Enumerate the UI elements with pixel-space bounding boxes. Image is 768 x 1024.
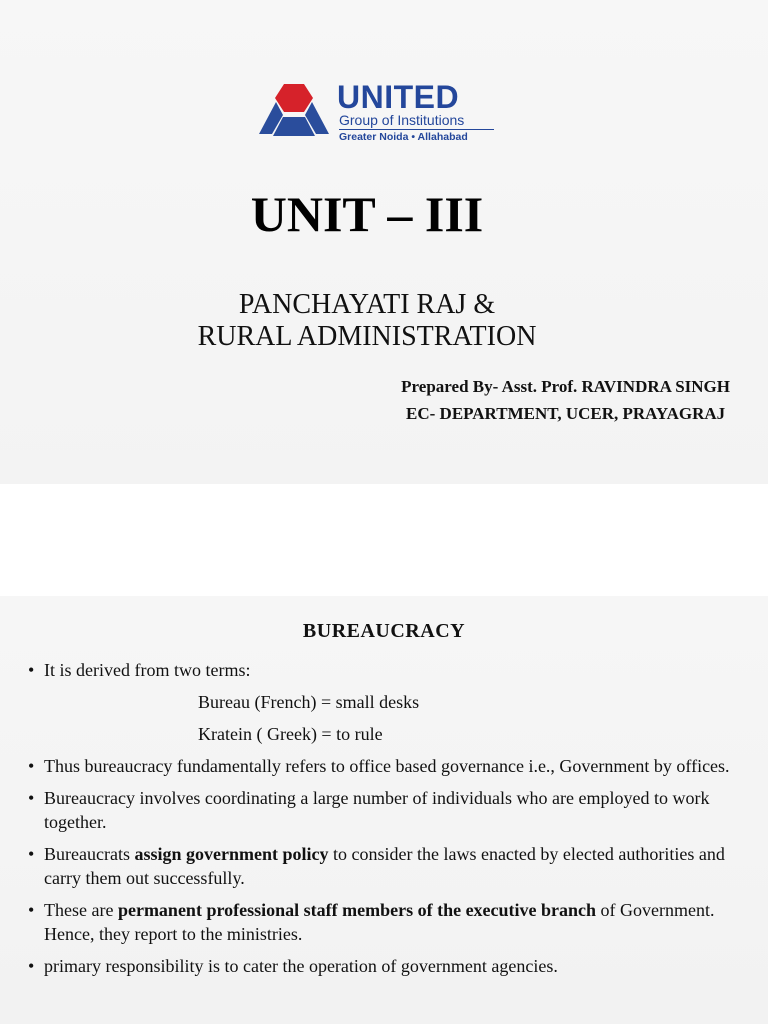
logo-subtitle: Group of Institutions [339, 112, 465, 128]
slide2-title: BUREAUCRACY [302, 620, 466, 642]
bullet-text-post: of Government. Hence, they report to the ministries. [44, 900, 715, 944]
bullet-text-pre: Bureaucrats [44, 844, 135, 864]
prepared-by: Prepared By- Asst. Prof. RAVINDRA SINGH [401, 377, 730, 396]
slide1-subtitle [0, 289, 734, 353]
bullet-text: Thus bureaucracy fundamentally refers to office based governance i.e., Government by offices. [44, 756, 730, 776]
bullet-list [0, 658, 768, 986]
united-logo [257, 80, 507, 146]
prepared-by-block [401, 373, 730, 427]
list-item [0, 786, 768, 834]
list-item [0, 954, 768, 978]
unit-title: UNIT – III [250, 186, 484, 242]
bullet-text: primary responsibility is to cater the operation of government agencies. [44, 956, 558, 976]
bullet-text: Bureau (French) = small desks [198, 692, 420, 712]
slide-gap [0, 484, 768, 596]
bullet-text: Kratein ( Greek) = to rule [198, 724, 383, 744]
list-subitem [0, 690, 768, 714]
bullet-text-post: to consider the laws enacted by elected authorities and carry them out successfully. [44, 844, 725, 888]
department: EC- DEPARTMENT, UCER, PRAYAGRAJ [406, 404, 726, 423]
bullet-icon: • [28, 756, 35, 776]
bullet-icon: • [28, 788, 35, 808]
list-item [0, 658, 768, 682]
bullet-text: It is derived from two terms: [44, 660, 251, 680]
logo-divider [339, 129, 494, 130]
bullet-icon: • [28, 660, 35, 680]
bullet-icon: • [28, 844, 35, 864]
logo-locations: Greater Noida • Allahabad [339, 131, 468, 143]
logo-emblem-icon [257, 82, 331, 144]
bullet-text: Bureaucracy involves coordinating a large number of individuals who are employed to work together. [44, 788, 710, 832]
list-item [0, 898, 768, 946]
logo-name: UNITED [337, 79, 460, 115]
bullet-icon: • [28, 900, 35, 920]
subtitle-line-2: RURAL ADMINISTRATION [197, 321, 537, 352]
bullet-icon: • [28, 956, 35, 976]
bullet-text-pre: These are [44, 900, 118, 920]
list-item [0, 754, 768, 778]
list-subitem [0, 722, 768, 746]
subtitle-line-1: PANCHAYATI RAJ & [238, 289, 496, 320]
bullet-text-bold: permanent professional staff members of the executive branch [117, 900, 597, 920]
bullet-text-bold: assign government policy [134, 844, 329, 864]
list-item [0, 842, 768, 890]
